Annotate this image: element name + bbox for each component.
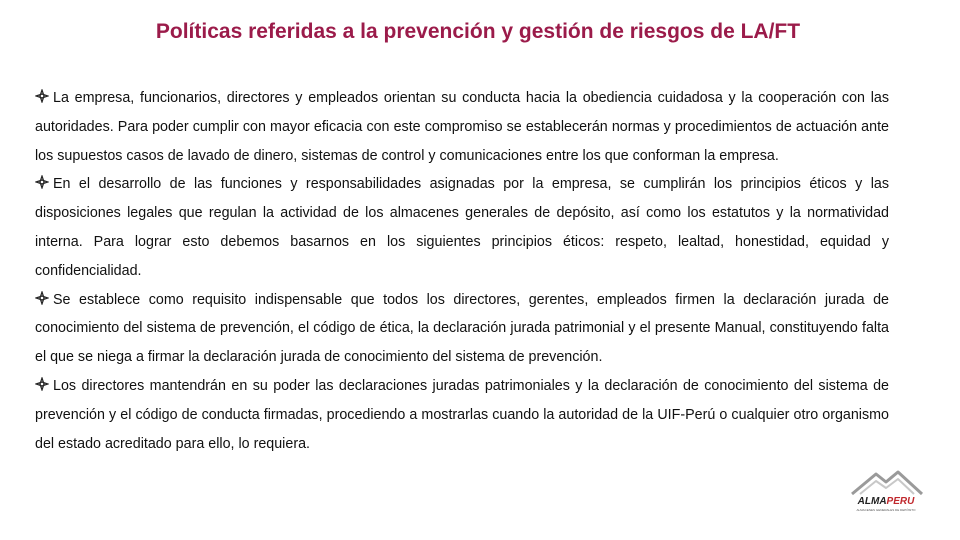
policy-item — [35, 372, 889, 458]
diamond-bullet-icon — [35, 377, 49, 391]
roof-icon — [852, 472, 922, 494]
policy-item — [35, 84, 889, 170]
policy-list — [35, 84, 889, 458]
slide-title: Políticas referidas a la prevención y gestión de riesgos de LA/FT — [155, 20, 801, 43]
policy-text: En el desarrollo de las funciones y responsabilidades asignadas por la empresa, se cumplirán los principios éticos y las disposiciones legales que regulan la actividad de los almacenes generales de depósito, así como los estatutos y la normatividad interna. Para lograr esto debemos basarnos en los siguientes principios éticos: respeto, lealtad, honestidad, equidad y confidencialidad. — [35, 176, 889, 279]
almaperu-logo — [846, 468, 926, 514]
diamond-bullet-icon — [35, 175, 49, 189]
svg-text:ALMAPERU: ALMAPERU — [857, 496, 915, 507]
policy-item — [35, 170, 889, 285]
svg-text:ALMACENES GENERALES DE DEPÓSIT: ALMACENES GENERALES DE DEPÓSITO — [856, 508, 916, 512]
policy-text: La empresa, funcionarios, directores y empleados orientan su conducta hacia la obediencia cuidadosa y la cooperación con las autoridades. Para poder cumplir con mayor eficacia con este compromiso se establecerán normas y procedimientos de actuación ante los supuestos casos de lavado de dinero, sistemas de control y comunicaciones entre los que conforman la empresa. — [35, 90, 889, 164]
diamond-bullet-icon — [35, 291, 49, 305]
policy-item — [35, 286, 889, 372]
policy-text: Se establece como requisito indispensable que todos los directores, gerentes, empleados firmen la declaración jurada de conocimiento del sistema de prevención, el código de ética, la declaración jurada patrimonial y el presente Manual, constituyendo falta el que se niega a firmar la declaración jurada de conocimiento del sistema de prevención. — [35, 291, 889, 366]
policy-text: Los directores mantendrán en su poder las declaraciones juradas patrimoniales y la declaración de conocimiento del sistema de prevención y el código de conducta firmadas, procediendo a mostrarlas cuando la autoridad de la UIF-Perú o cualquier otro organismo del estado acreditado para ello, lo requiera. — [35, 377, 889, 452]
diamond-bullet-icon — [35, 89, 49, 103]
